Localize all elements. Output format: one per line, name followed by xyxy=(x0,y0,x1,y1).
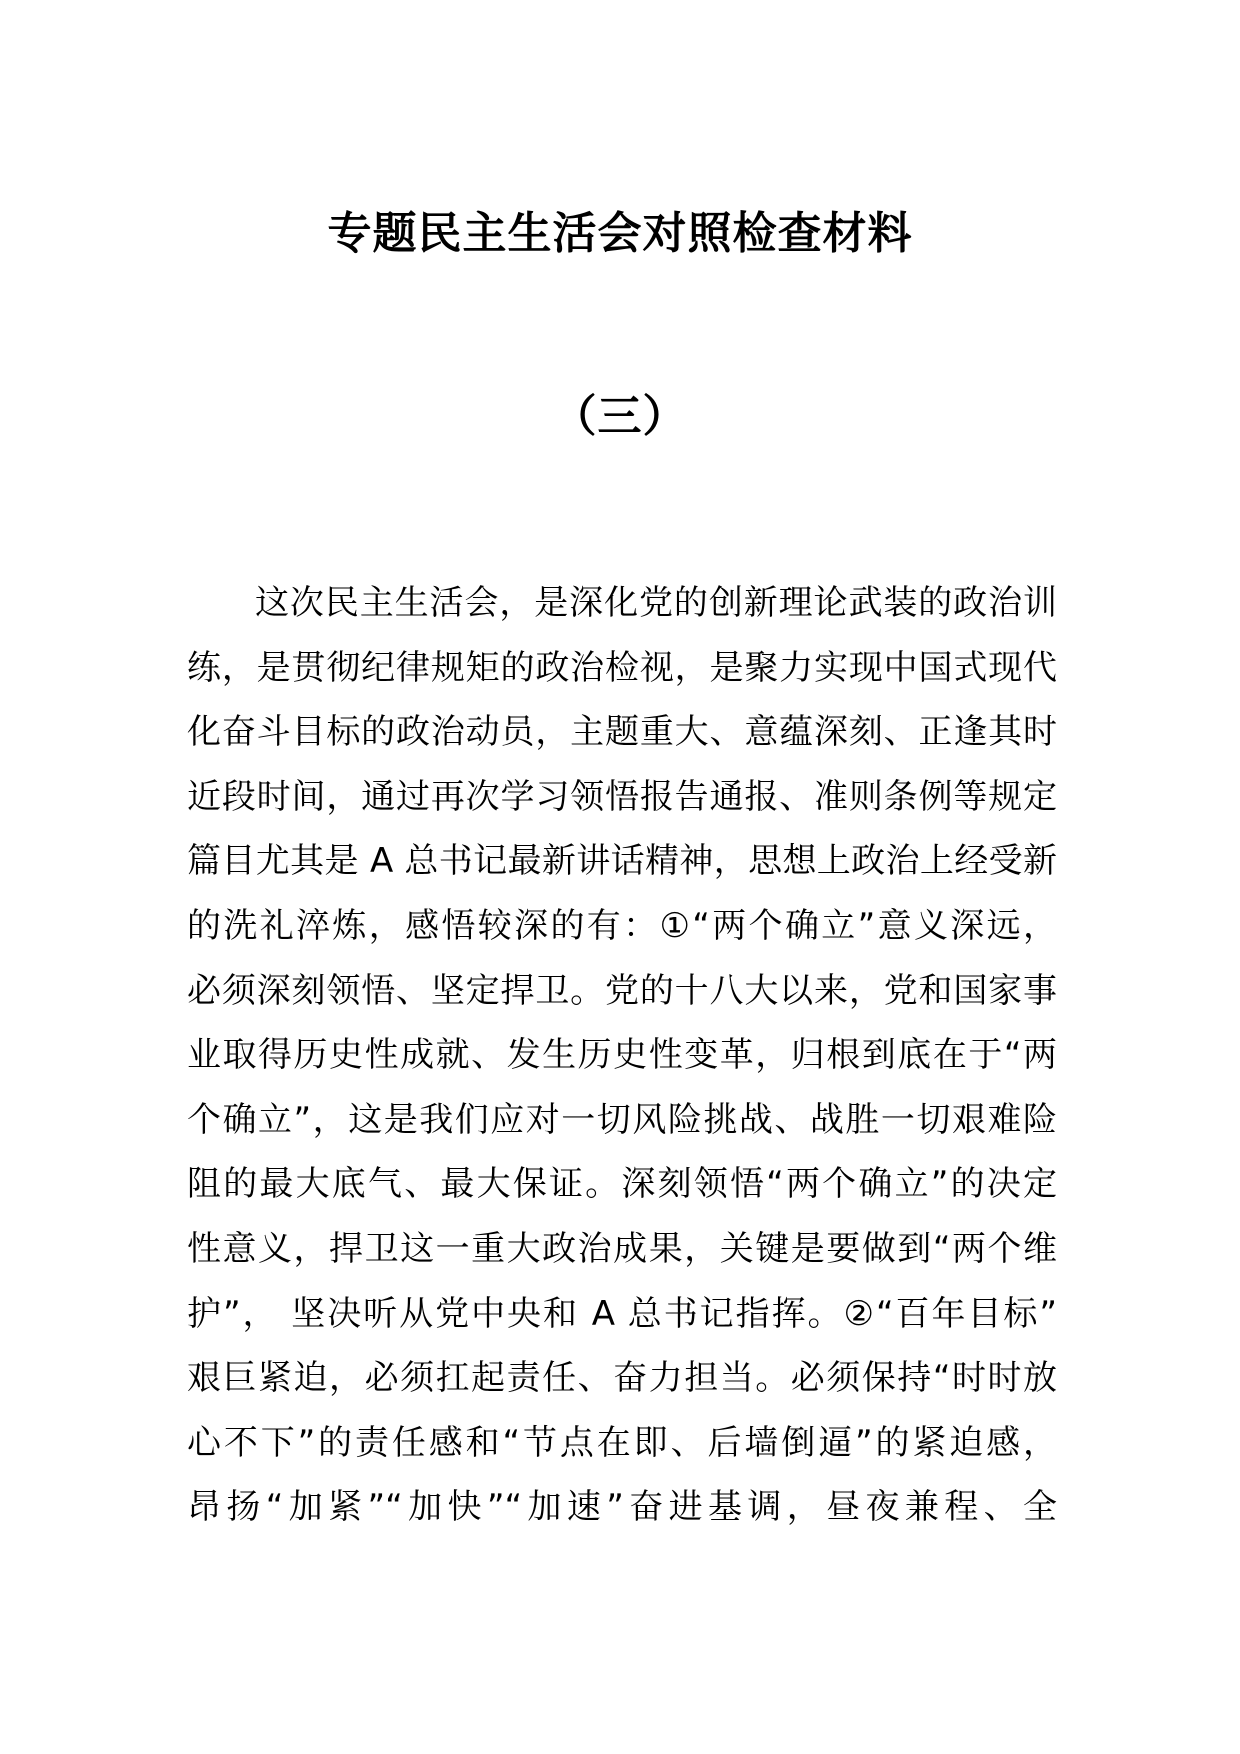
paragraph-line: 近段时间，通过再次学习领悟报告通报、准则条例等规定 xyxy=(187,776,1057,817)
body-paragraph xyxy=(187,571,1057,1540)
paragraph-line: 的洗礼淬炼，感悟较深的有：①“两个确立”意义深远， xyxy=(187,905,1057,946)
paragraph-line: 个确立”，这是我们应对一切风险挑战、战胜一切艰难险 xyxy=(187,1099,1057,1140)
paragraph-line: 篇目尤其是 A 总书记最新讲话精神，思想上政治上经受新 xyxy=(187,841,1057,882)
paragraph-line: 阻的最大底气、最大保证。深刻领悟“两个确立”的决定 xyxy=(187,1164,1057,1205)
paragraph-line: 性意义，捍卫这一重大政治成果，关键是要做到“两个维 xyxy=(187,1228,1057,1269)
paragraph-line: 必须深刻领悟、坚定捍卫。党的十八大以来，党和国家事 xyxy=(187,970,1057,1011)
paragraph-line: 艰巨紧迫，必须扛起责任、奋力担当。必须保持“时时放 xyxy=(187,1358,1057,1399)
paragraph-line: 业取得历史性成就、发生历史性变革，归根到底在于“两 xyxy=(187,1035,1057,1076)
paragraph-line: 护”， 坚决听从党中央和 A 总书记指挥。②“百年目标” xyxy=(187,1293,1057,1334)
document-title: 专题民主生活会对照检查材料 xyxy=(327,208,913,259)
paragraph-line: 心不下”的责任感和“节点在即、后墙倒逼”的紧迫感， xyxy=(187,1422,1057,1463)
paragraph-line: 练，是贯彻纪律规矩的政治检视，是聚力实现中国式现代 xyxy=(187,647,1057,688)
paragraph-line: 这次民主生活会，是深化党的创新理论武装的政治训 xyxy=(255,583,1057,623)
paragraph-line: 昂扬“加紧”“加快”“加速”奋进基调，昼夜兼程、全 xyxy=(187,1487,1057,1528)
paragraph-line: 化奋斗目标的政治动员，主题重大、意蕴深刻、正逢其时 xyxy=(187,712,1057,753)
document-subtitle: （三） xyxy=(552,391,688,442)
